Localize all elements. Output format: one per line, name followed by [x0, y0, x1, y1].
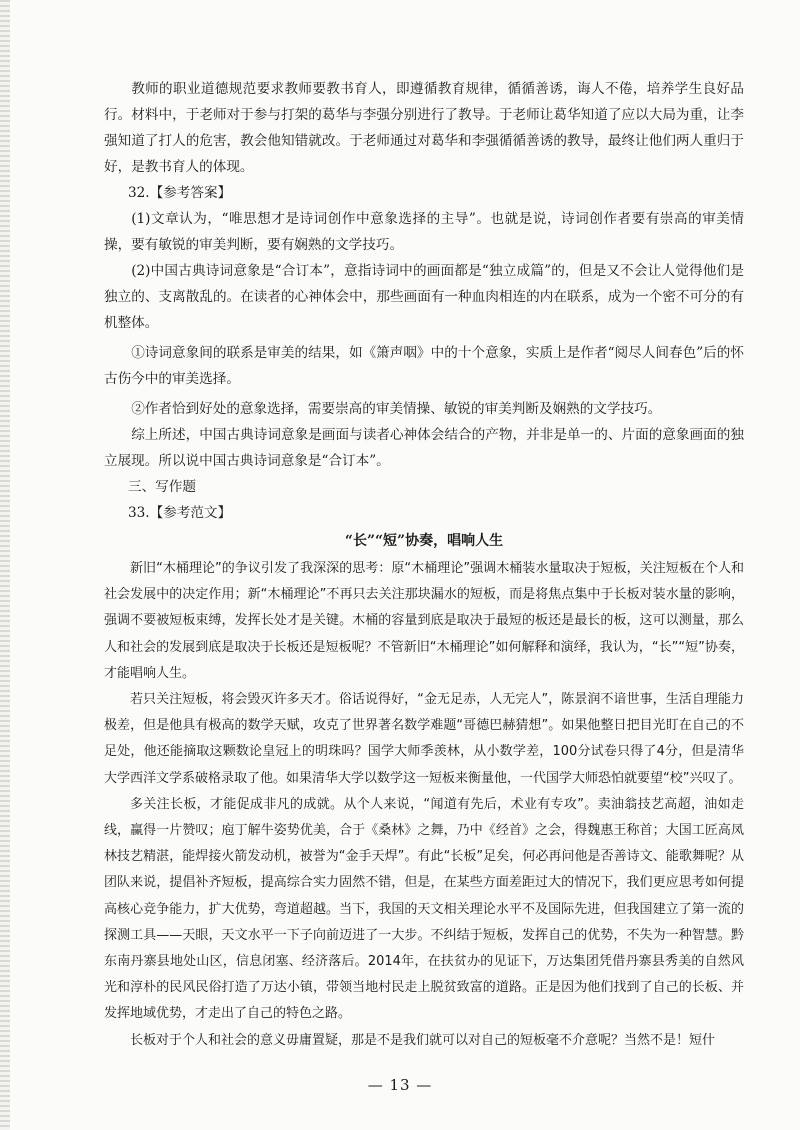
essay-paragraph-2: 若只关注短板，将会毁灭许多天才。俗话说得好，“金无足赤，人无完人”，陈景润不谙世事，生活自理能力极差，但是他具有极高的数学天赋，攻克了世界著名数学难题“哥德巴赫猜想”。如果他整日把目光盯在自己的不足处，他还能摘取这颗数论皇冠上的明珠吗？国学大师季羡林，从小数学差，100分试卷只得了4分，但是清华大学西洋文学系破格录取了他。如果清华大学以数学这一短板来衡量他，一代国学大师恐怕就要望“校”兴叹了。 — [104, 692, 744, 786]
q32-answer-2: (2)中国古典诗词意象是“合订本”，意指诗词中的画面都是“独立成篇”的，但是又不会让人觉得他们是独立的、支离散乱的。在读者的心神体会中，那些画面有一种血肉相连的内在联系，成为一个密不可分的有机整体。 — [104, 263, 744, 331]
q33-heading: 33.【参考范文】 — [128, 505, 232, 521]
essay-title: “长”“短”协奏，唱响人生 — [344, 533, 504, 549]
page-number: — 13 — — [367, 1076, 433, 1094]
q32-summary: 综上所述，中国古典诗词意象是画面与读者心神体会结合的产物，并非是单一的、片面的意象画面的独立展现。所以说中国古典诗词意象是“合订本”。 — [104, 427, 744, 469]
essay-paragraph-1: 新旧“木桶理论”的争议引发了我深深的思考：原“木桶理论”强调木桶装水量取决于短板，关注短板在个人和社会发展中的决定作用；新“木桶理论”不再只去关注那块漏水的短板，而是将焦点集中于长板对装水量的影响，强调不要被短板束缚，发挥长处才是关键。木桶的容量到底是取决于最短的板还是最长的板，这可以测量，那么人和社会的发展到底是取决于长板还是短板呢？不管新旧“木桶理论”如何解释和演绎，我认为，“长”“短”协奏，才能唱响人生。 — [104, 561, 744, 681]
essay-paragraph-4: 长板对于个人和社会的意义毋庸置疑，那是不是我们就可以对自己的短板毫不介意呢？当然不是！短什 — [130, 1032, 716, 1048]
q32-answer-3: ①诗词意象间的联系是审美的结果，如《箫声咽》中的十个意象，实质上是作者“阅尽人间春色”后的怀古伤今中的审美选择。 — [104, 345, 744, 387]
q32-heading: 32.【参考答案】 — [128, 185, 232, 201]
q32-answer-1: (1)文章认为，“唯思想才是诗词创作中意象选择的主导”。也就是说，诗词创作者要有崇高的审美情操，要有敏锐的审美判断，要有娴熟的文学技巧。 — [104, 211, 744, 253]
essay-paragraph-3: 多关注长板，才能促成非凡的成就。从个人来说，“闻道有先后，术业有专攻”。卖油翁技艺高超，油如走线，赢得一片赞叹；庖丁解牛姿势优美，合于《桑林》之舞，乃中《经首》之会，得魏惠王称首；大国工匠高凤林技艺精湛，能焊接火箭发动机，被誉为“金手天焊”。有此“长板”足矣，何必再问他是否善诗文、能歌舞呢？从团队来说，提倡补齐短板，提高综合实力固然不错，但是，在某些方面差距过大的情况下，我们更应思考如何提高核心竞争能力，扩大优势，弯道超越。当下，我国的天文相关理论水平不及国际先进，但我国建立了第一流的探测工具——天眼，天文水平一下子向前迈进了一大步。不纠结于短板，发挥自己的优势，不失为一种智慧。黔东南丹寨县地处山区，信息闭塞、经济落后。2014年，在扶贫办的见证下，万达集团凭借丹寨县秀美的自然风光和淳朴的民风民俗打造了万达小镇，带领当地村民走上脱贫致富的道路。正是因为他们找到了自己的长板、并发挥地域优势，才走出了自己的特色之路。 — [104, 796, 744, 1022]
section-writing-heading: 三、写作题 — [128, 479, 196, 495]
document-page — [104, 76, 744, 1054]
paragraph-teacher-ethics: 教师的职业道德规范要求教师要教书育人，即遵循教育规律，循循善诱，诲人不倦，培养学生良好品行。材料中，于老师对于参与打架的葛华与李强分别进行了教导。于老师让葛华知道了应以大局为重，让李强知道了打人的危害，教会他知错就改。于老师通过对葛华和李强循循善诱的教导，最终让他们两人重归于好，是教书育人的体现。 — [104, 81, 744, 175]
q32-answer-4: ②作者恰到好处的意象选择，需要崇高的审美情操、敏锐的审美判断及娴熟的文学技巧。 — [131, 401, 662, 417]
scan-edge — [0, 0, 10, 1130]
